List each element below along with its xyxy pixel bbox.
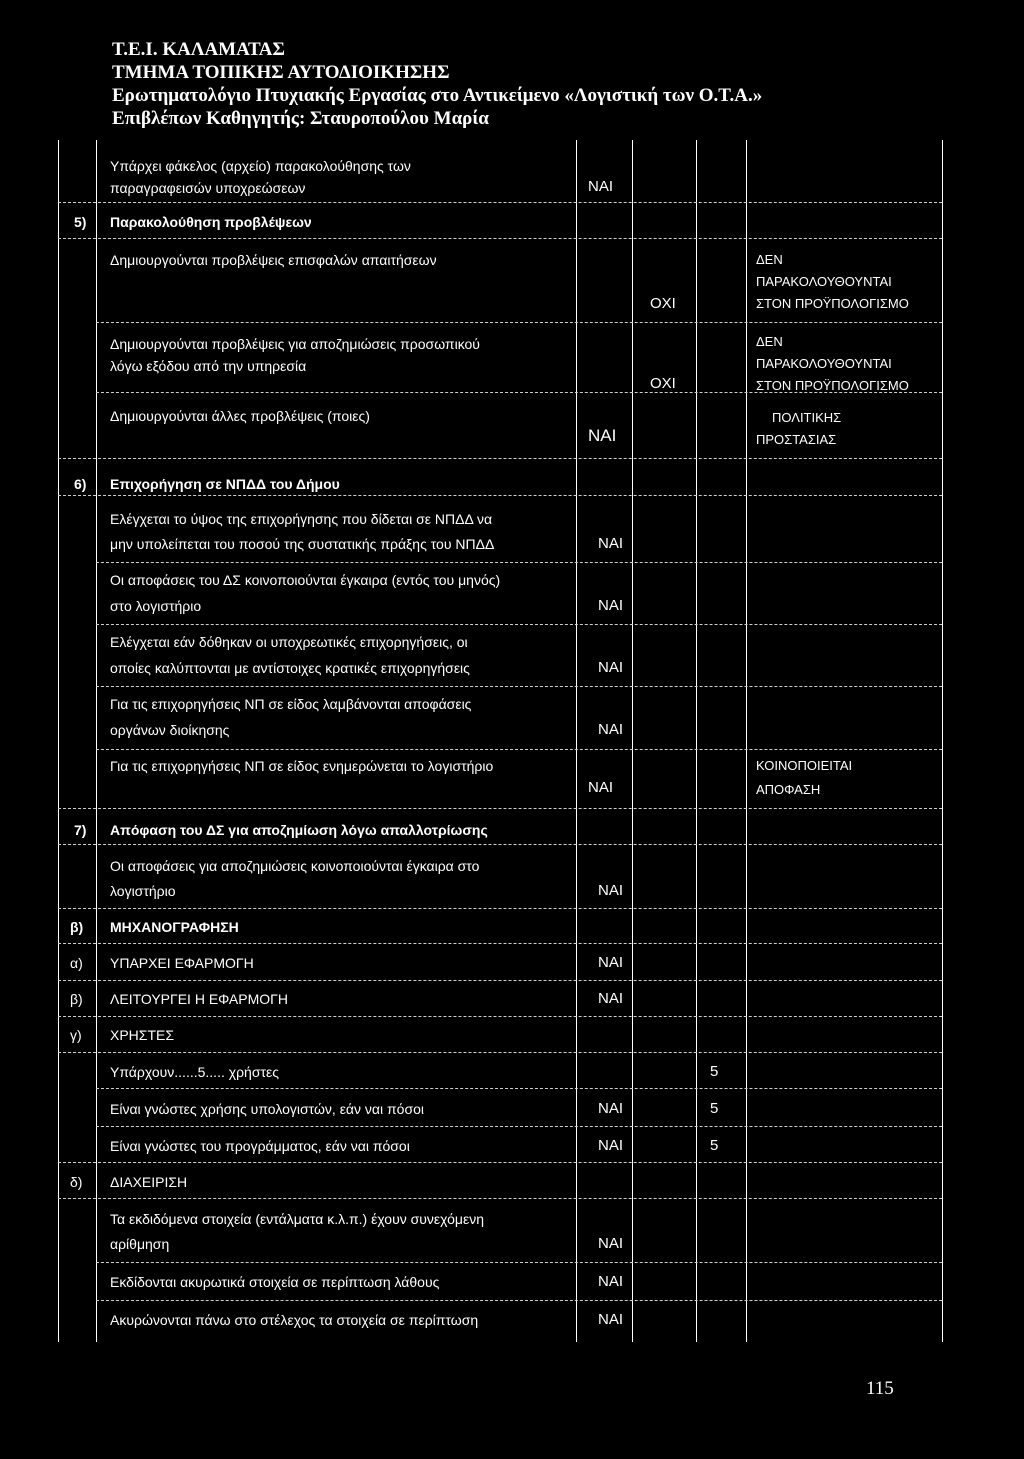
item-letter: β) [70,991,83,1007]
remark-text: ΔΕΝ [756,334,783,349]
question-text: Οι αποφάσεις του ΔΣ κοινοποιούνται έγκαιρα (εντός του μηνός) [110,572,501,588]
answer-value: 5 [710,1063,719,1080]
question-text: Ελέγχεται εάν δόθηκαν οι υποχρεωτικές επιχορηγήσεις, οι [110,634,468,650]
question-text: λογιστήριο [110,883,176,899]
item-letter: δ) [70,1174,83,1190]
row-separator [58,495,942,496]
answer-yes: ΝΑΙ [598,882,624,899]
question-text: μην υπολείπεται του ποσού της συστατικής πράξης του ΝΠΔΔ [110,536,495,552]
questionnaire-table [58,140,944,1342]
question-text: Δημιουργούνται προβλέψεις για αποζημιώσεις προσωπικού [110,336,480,352]
document-header [112,38,762,130]
answer-yes: ΝΑΙ [598,990,624,1007]
question-text: ΛΕΙΤΟΥΡΓΕΙ Η ΕΦΑΡΜΟΓΗ [110,991,288,1007]
question-text: Υπάρχει φάκελος (αρχείο) παρακολούθησης των [110,158,411,174]
question-text: Τα εκδιδόμενα στοιχεία (εντάλματα κ.λ.π.) έχουν συνεχόμενη [110,1211,485,1227]
row-separator [58,458,942,459]
item-letter: γ) [70,1027,82,1043]
question-text: στο λογιστήριο [110,598,202,614]
remark-text: ΔΕΝ [756,252,783,267]
section-title: Παρακολούθηση προβλέψεων [110,214,312,230]
section-number: β) [70,919,84,935]
answer-yes: ΝΑΙ [598,597,624,614]
item-letter: α) [70,955,83,971]
row-separator [96,1262,942,1263]
table-border-right [942,140,943,1342]
section-number: 5) [74,214,87,230]
question-text: παραγραφεισών υποχρεώσεων [110,180,306,196]
question-text: ΥΠΑΡΧΕΙ ΕΦΑΡΜΟΓΗ [110,955,254,971]
question-text: Είναι γνώστες χρήσης υπολογιστών, εάν ναι πόσοι [110,1101,424,1117]
remark-text: ΠΟΛΙΤΙΚΗΣ [772,410,842,425]
row-separator [58,202,942,203]
answer-value: 5 [710,1100,719,1117]
answer-yes: ΝΑΙ [588,178,614,195]
row-separator [96,749,942,750]
header-institution: Τ.Ε.Ι. ΚΑΛΑΜΑΤΑΣ [112,39,285,60]
question-text: Δημιουργούνται προβλέψεις επισφαλών απαιτήσεων [110,252,437,268]
question-text: αρίθμηση [110,1236,170,1252]
question-text: Είναι γνώστες του προγράμματος, εάν ναι πόσοι [110,1138,410,1154]
answer-no: ΟΧΙ [650,375,676,392]
question-text: Ακυρώνονται πάνω στο στέλεχος τα στοιχεία σε περίπτωση [110,1312,479,1328]
question-text: ΧΡΗΣΤΕΣ [110,1027,174,1043]
answer-yes: ΝΑΙ [588,779,614,796]
answer-yes: ΝΑΙ [598,535,624,552]
answer-yes: ΝΑΙ [598,1137,624,1154]
question-text: Για τις επιχορηγήσεις ΝΠ σε είδος λαμβάνονται αποφάσεις [110,696,472,712]
row-separator [58,238,942,239]
row-separator [58,844,942,845]
row-separator [58,1052,942,1053]
section-title: Απόφαση του ΔΣ για αποζημίωση λόγω απαλλοτρίωσης [110,822,488,838]
question-text: Ελέγχεται το ύψος της επιχορήγησης που δίδεται σε ΝΠΔΔ να [110,511,493,527]
row-separator [58,943,942,944]
header-questionnaire-title: Ερωτηματολόγιο Πτυχιακής Εργασίας στο Αντικείμενο «Λογιστική των Ο.Τ.Α.» [112,85,763,106]
header-supervisor: Επιβλέπων Καθηγητής: Σταυροπούλου Μαρία [112,108,489,129]
row-separator [58,808,942,809]
remark-text: ΣΤΟΝ ΠΡΟΫΠΟΛΟΓΙΣΜΟ [756,296,909,311]
section-number: 6) [74,476,87,492]
question-text: οποίες καλύπτονται με αντίστοιχες κρατικές επιχορηγήσεις [110,660,470,676]
answer-yes: ΝΑΙ [598,1311,624,1328]
remark-text: ΠΑΡΑΚΟΛΟΥΘΟΥΝΤΑΙ [756,274,892,289]
remark-text: ΑΠΟΦΑΣΗ [756,782,821,797]
answer-yes: ΝΑΙ [598,1235,624,1252]
question-text: ΔΙΑΧΕΙΡΙΣΗ [110,1174,188,1190]
section-number: 7) [74,822,87,838]
question-text: Υπάρχουν......5..... χρήστες [110,1064,279,1080]
section-title: ΜΗΧΑΝΟΓΡΑΦΗΣΗ [110,919,239,935]
question-text: λόγω εξόδου από την υπηρεσία [110,358,307,374]
answer-yes: ΝΑΙ [598,659,624,676]
section-title: Επιχορήγηση σε ΝΠΔΔ του Δήμου [110,476,340,492]
remark-text: ΚΟΙΝΟΠΟΙΕΙΤΑΙ [756,758,853,773]
question-text: Δημιουργούνται άλλες προβλέψεις (ποιες) [110,408,370,424]
row-separator [96,1126,942,1127]
row-separator [58,1198,942,1199]
row-separator [58,980,942,981]
row-separator [96,322,942,323]
question-text: Οι αποφάσεις για αποζημιώσεις κοινοποιούνται έγκαιρα στο [110,858,480,874]
remark-text: ΠΡΟΣΤΑΣΙΑΣ [756,432,837,447]
row-separator [96,1088,942,1089]
answer-yes: ΝΑΙ [598,721,624,738]
page-number: 115 [866,1378,894,1399]
answer-yes: ΝΑΙ [598,1273,624,1290]
answer-yes: ΝΑΙ [588,426,617,445]
answer-value: 5 [710,1137,719,1154]
header-department: ΤΜΗΜΑ ΤΟΠΙΚΗΣ ΑΥΤΟΔΙΟΙΚΗΣΗΣ [112,62,450,83]
remark-text: ΣΤΟΝ ΠΡΟΫΠΟΛΟΓΙΣΜΟ [756,378,909,393]
row-separator [96,562,942,563]
question-text: οργάνων διοίκησης [110,722,230,738]
answer-yes: ΝΑΙ [598,1100,624,1117]
question-text: Εκδίδονται ακυρωτικά στοιχεία σε περίπτωση λάθους [110,1274,440,1290]
answer-yes: ΝΑΙ [598,954,624,971]
remark-text: ΠΑΡΑΚΟΛΟΥΘΟΥΝΤΑΙ [756,356,892,371]
answer-no: ΟΧΙ [650,295,676,312]
row-separator [96,686,942,687]
row-separator [58,1162,942,1163]
row-separator [96,624,942,625]
row-separator [96,1300,942,1301]
question-text: Για τις επιχορηγήσεις ΝΠ σε είδος ενημερώνεται το λογιστήριο [110,758,494,774]
row-separator [58,1016,942,1017]
row-separator [58,908,942,909]
